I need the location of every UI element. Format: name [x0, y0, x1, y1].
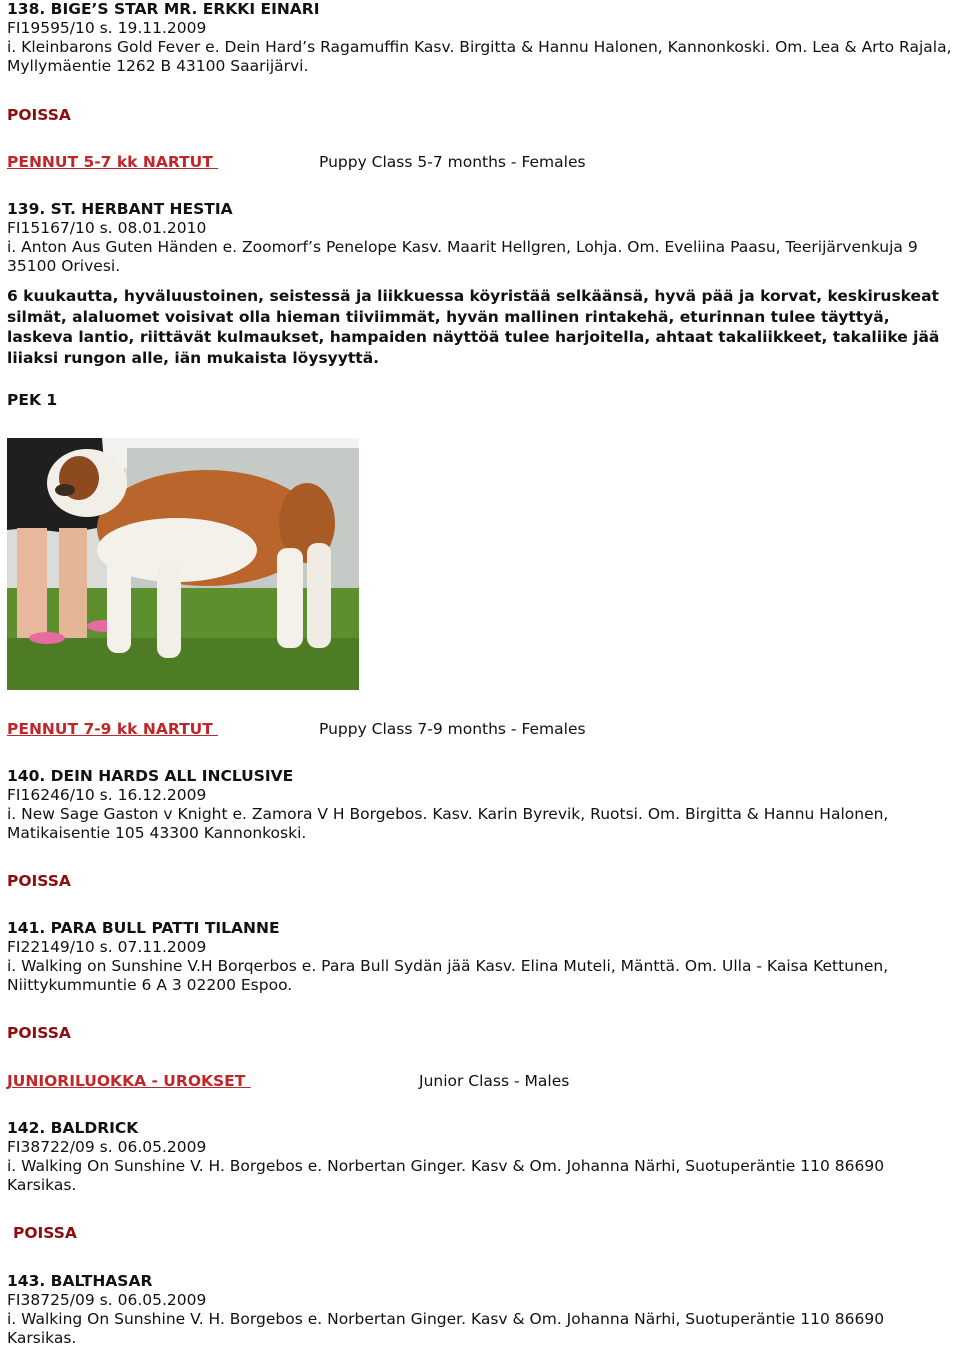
class-heading-en: Junior Class - Males — [419, 1072, 570, 1090]
entry-title: 142. BALDRICK — [7, 1119, 139, 1137]
entry-140 — [7, 767, 958, 843]
entry-title: 143. BALTHASAR — [7, 1272, 153, 1290]
entry-details: i. Walking on Sunshine V.H Borqerbos e. Para Bull Sydän jää Kasv. Elina Muteli, Mänttä. Om. Ulla - Kaisa Kettunen, Niittykummuntie 6 A 3 02200 Espoo. — [7, 957, 889, 994]
absent-status: POISSA — [13, 1224, 77, 1242]
registration: FI19595/10 s. 19.11.2009 — [7, 19, 207, 37]
entry-details: i. Kleinbarons Gold Fever e. Dein Hard’s Ragamuffin Kasv. Birgitta & Hannu Halonen, Kannonkoski. Om. Lea & Arto Rajala, Myllymäentie 1262 B 43100 Saarijärvi. — [7, 38, 952, 75]
absent-status: POISSA — [7, 1024, 71, 1042]
dog-photo-icon — [7, 438, 359, 690]
entry-143 — [7, 1272, 958, 1348]
entry-title: 138. BIGE’S STAR MR. ERKKI EINARI — [7, 0, 320, 18]
entry-141 — [7, 919, 958, 995]
class-heading-fi: PENNUT 5-7 kk NARTUT — [7, 153, 219, 171]
class-heading-en: Puppy Class 5-7 months - Females — [319, 153, 586, 171]
absent-status: POISSA — [7, 106, 71, 124]
registration: FI38725/09 s. 06.05.2009 — [7, 1291, 207, 1309]
entry-title: 140. DEIN HARDS ALL INCLUSIVE — [7, 767, 294, 785]
class-heading-fi: JUNIORILUOKKA - UROKSET — [7, 1072, 251, 1090]
entry-details: i. Walking On Sunshine V. H. Borgebos e. Norbertan Ginger. Kasv & Om. Johanna Närhi, Suotuperäntie 110 86690 Karsikas. — [7, 1157, 885, 1194]
class-heading-en: Puppy Class 7-9 months - Females — [319, 720, 586, 738]
dog-photo — [7, 438, 359, 690]
entry-title: 141. PARA BULL PATTI TILANNE — [7, 919, 280, 937]
absent-status: POISSA — [7, 872, 71, 890]
grade: PEK 1 — [7, 391, 58, 409]
entry-139 — [7, 200, 958, 276]
entry-142 — [7, 1119, 958, 1195]
entry-138 — [7, 0, 958, 76]
entry-title: 139. ST. HERBANT HESTIA — [7, 200, 233, 218]
registration: FI38722/09 s. 06.05.2009 — [7, 1138, 207, 1156]
registration: FI16246/10 s. 16.12.2009 — [7, 786, 207, 804]
judge-critique: 6 kuukautta, hyväluustoinen, seistessä ja liikkuessa köyristää selkäänsä, hyvä pää ja korvat, keskiruskeat silmät, alaluomet voisivat olla hieman tiiviimmät, hyvän mallinen rintakehä, eturinnan tulee täyttyä, laskeva lantio, riittävät kulmaukset, hampaiden näyttöä tulee harjoitella, ahtaat takaliikkeet, takaliike jää liiaksi rungon alle, iän mukaista löysyyttä. — [7, 287, 940, 367]
entry-details: i. Anton Aus Guten Händen e. Zoomorf’s Penelope Kasv. Maarit Hellgren, Lohja. Om. Eveliina Paasu, Teerijärvenkuja 9 35100 Orivesi. — [7, 238, 918, 275]
registration: FI22149/10 s. 07.11.2009 — [7, 938, 207, 956]
registration: FI15167/10 s. 08.01.2010 — [7, 219, 207, 237]
entry-details: i. New Sage Gaston v Knight e. Zamora V H Borgebos. Kasv. Karin Byrevik, Ruotsi. Om. Birgitta & Hannu Halonen, Matikaisentie 105 43300 Kannonkoski. — [7, 805, 889, 842]
class-heading-fi: PENNUT 7-9 kk NARTUT — [7, 720, 219, 738]
entry-details: i. Walking On Sunshine V. H. Borgebos e. Norbertan Ginger. Kasv & Om. Johanna Närhi, Suotuperäntie 110 86690 Karsikas. — [7, 1310, 885, 1347]
